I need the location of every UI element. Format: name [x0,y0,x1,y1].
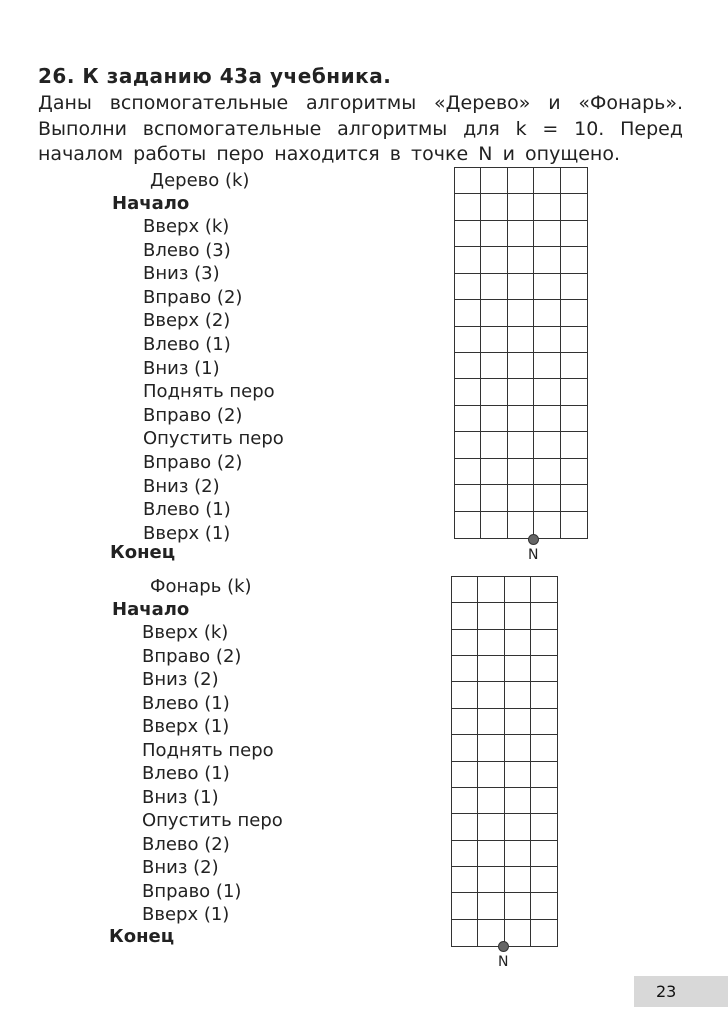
lantern-grid-cell[interactable] [452,762,478,788]
lantern-grid-cell[interactable] [478,762,504,788]
lantern-start-point-label: N [498,954,509,970]
lantern-command: Вниз (2) [142,669,219,690]
tree-grid-cell[interactable] [481,512,507,538]
tree-grid-cell[interactable] [534,485,560,511]
lantern-command: Влево (2) [142,833,230,855]
lantern-command: Поднять перо [142,739,274,761]
lantern-command: Вправо (2) [142,645,242,667]
lantern-grid-cell[interactable] [531,709,557,735]
lantern-grid-cell[interactable] [531,603,557,629]
tree-command: Влево (1) [143,499,231,521]
tree-grid-cell[interactable] [455,168,481,194]
tree-command: Опустить перо [143,428,284,450]
tree-grid-cell[interactable] [561,247,587,273]
lantern-grid-cell[interactable] [531,656,557,682]
lantern-grid-cell[interactable] [505,656,531,682]
tree-grid-cell[interactable] [455,406,481,432]
lantern-grid-cell[interactable] [452,656,478,682]
tree-grid-cell[interactable] [455,247,481,273]
tree-grid-cell[interactable] [508,327,534,353]
tree-grid-cell[interactable] [508,194,534,220]
tree-grid-cell[interactable] [508,459,534,485]
lantern-grid-cell[interactable] [452,788,478,814]
intro-line-1: Даны вспомогательные алгоритмы «Дерево» и «Фонарь». [38,92,683,114]
lantern-grid-cell[interactable] [531,841,557,867]
lantern-begin-keyword: Начало [112,599,190,620]
lantern-grid-cell[interactable] [478,709,504,735]
tree-grid-cell[interactable] [534,512,560,538]
tree-grid-cell[interactable] [508,274,534,300]
tree-grid-cell[interactable] [455,274,481,300]
tree-drawing-grid[interactable] [454,167,588,539]
lantern-grid-cell[interactable] [478,893,504,919]
tree-grid-cell[interactable] [561,168,587,194]
lantern-grid-cell[interactable] [531,682,557,708]
lantern-command: Влево (1) [142,692,230,714]
tree-command: Вниз (1) [143,357,220,379]
tree-grid-cell[interactable] [455,221,481,247]
tree-grid-cell[interactable] [534,300,560,326]
tree-grid-cell[interactable] [508,168,534,194]
tree-grid-cell[interactable] [508,300,534,326]
tree-command: Вправо (2) [143,286,243,308]
lantern-grid-cell[interactable] [452,577,478,603]
lantern-grid-cell[interactable] [531,893,557,919]
tree-grid-cell[interactable] [455,327,481,353]
tree-grid-cell[interactable] [481,300,507,326]
lantern-grid-cell[interactable] [478,841,504,867]
tree-command: Вниз (2) [143,475,220,497]
lantern-grid-cell[interactable] [452,603,478,629]
lantern-command: Вверх (k) [142,622,229,643]
tree-start-point [528,534,539,545]
tree-grid-cell[interactable] [481,432,507,458]
tree-grid-cell[interactable] [481,221,507,247]
lantern-grid-cell[interactable] [452,867,478,893]
lantern-grid-cell[interactable] [478,814,504,840]
lantern-grid-cell[interactable] [478,867,504,893]
tree-grid-cell[interactable] [534,274,560,300]
tree-grid-cell[interactable] [534,406,560,432]
lantern-command: Опустить перо [142,810,283,831]
tree-grid-cell[interactable] [534,379,560,405]
lantern-start-point [498,941,509,952]
lantern-grid-cell[interactable] [531,577,557,603]
tree-grid-cell[interactable] [534,221,560,247]
lantern-grid-cell[interactable] [478,603,504,629]
lantern-grid-cell[interactable] [505,920,531,946]
tree-grid-cell[interactable] [534,459,560,485]
tree-command: Вправо (2) [143,452,243,473]
tree-grid-cell[interactable] [508,406,534,432]
tree-grid-cell[interactable] [534,327,560,353]
lantern-grid-cell[interactable] [452,920,478,946]
lantern-grid-cell[interactable] [505,735,531,761]
lantern-grid-cell[interactable] [505,814,531,840]
tree-grid-cell[interactable] [561,327,587,353]
page-number-badge [634,976,728,1007]
tree-grid-cell[interactable] [561,406,587,432]
lantern-grid-cell[interactable] [452,841,478,867]
lantern-grid-cell[interactable] [531,788,557,814]
tree-command: Влево (1) [143,334,231,355]
lantern-grid-cell[interactable] [505,841,531,867]
tree-grid-cell[interactable] [455,300,481,326]
lantern-grid-cell[interactable] [531,630,557,656]
lantern-grid-cell[interactable] [505,709,531,735]
lantern-grid-cell[interactable] [531,762,557,788]
lantern-grid-cell[interactable] [531,867,557,893]
tree-grid-cell[interactable] [455,353,481,379]
lantern-grid-cell[interactable] [452,630,478,656]
lantern-command: Вниз (1) [142,786,219,808]
tree-grid-cell[interactable] [534,432,560,458]
lantern-drawing-grid[interactable] [451,576,558,947]
lantern-grid-cell[interactable] [478,682,504,708]
tree-grid-cell[interactable] [481,406,507,432]
tree-grid-cell[interactable] [508,221,534,247]
tree-grid-cell[interactable] [455,379,481,405]
task-title: 26. К заданию 43а учебника. [38,64,392,88]
lantern-grid-cell[interactable] [478,788,504,814]
tree-grid-cell[interactable] [455,485,481,511]
lantern-grid-cell[interactable] [505,893,531,919]
lantern-grid-cell[interactable] [505,577,531,603]
tree-grid-cell[interactable] [508,485,534,511]
lantern-grid-cell[interactable] [505,762,531,788]
tree-grid-cell[interactable] [534,168,560,194]
tree-grid-cell[interactable] [508,379,534,405]
tree-grid-cell[interactable] [534,194,560,220]
lantern-grid-cell[interactable] [531,735,557,761]
intro-line-3: началом работы перо находится в точке N и опущено. [38,143,620,165]
tree-grid-cell[interactable] [481,327,507,353]
tree-grid-cell[interactable] [481,168,507,194]
tree-grid-cell[interactable] [481,485,507,511]
tree-grid-cell[interactable] [561,459,587,485]
lantern-grid-cell[interactable] [531,814,557,840]
tree-command: Вправо (2) [143,404,243,426]
tree-grid-cell[interactable] [561,353,587,379]
tree-grid-cell[interactable] [561,274,587,300]
lantern-grid-cell[interactable] [452,735,478,761]
tree-command: Вниз (3) [143,263,220,285]
tree-grid-cell[interactable] [481,274,507,300]
tree-grid-cell[interactable] [534,353,560,379]
tree-grid-cell[interactable] [455,194,481,220]
lantern-command: Влево (1) [142,763,230,784]
tree-grid-cell[interactable] [481,247,507,273]
page-number: 23 [656,982,677,1001]
lantern-grid-cell[interactable] [505,603,531,629]
lantern-grid-cell[interactable] [478,630,504,656]
lantern-grid-cell[interactable] [478,656,504,682]
intro-line-2: Выполни вспомогательные алгоритмы для k = 10. Перед [38,118,683,140]
lantern-grid-cell[interactable] [452,893,478,919]
lantern-command: Вниз (2) [142,857,219,878]
tree-grid-cell[interactable] [481,353,507,379]
lantern-grid-cell[interactable] [531,920,557,946]
lantern-grid-cell[interactable] [478,577,504,603]
tree-command: Влево (3) [143,239,231,261]
tree-command: Вверх (1) [143,522,231,544]
tree-end-keyword: Конец [110,542,176,563]
lantern-grid-cell[interactable] [452,709,478,735]
tree-start-point-label: N [528,547,539,563]
lantern-command: Вверх (1) [142,904,230,925]
tree-command: Вверх (2) [143,310,231,332]
tree-grid-cell[interactable] [561,485,587,511]
tree-grid-cell[interactable] [455,432,481,458]
lantern-end-keyword: Конец [109,926,175,947]
tree-grid-cell[interactable] [561,379,587,405]
lantern-grid-cell[interactable] [478,735,504,761]
tree-grid-cell[interactable] [561,194,587,220]
tree-grid-cell[interactable] [561,432,587,458]
lantern-grid-cell[interactable] [452,814,478,840]
lantern-command: Вверх (1) [142,716,230,737]
tree-command: Поднять перо [143,381,275,403]
lantern-algorithm-name: Фонарь (k) [150,576,252,597]
tree-grid-cell[interactable] [508,247,534,273]
tree-grid-cell[interactable] [481,194,507,220]
tree-grid-cell[interactable] [481,379,507,405]
tree-grid-cell[interactable] [534,247,560,273]
lantern-command: Вправо (1) [142,880,242,902]
tree-algorithm-name: Дерево (k) [150,170,250,191]
lantern-grid-cell[interactable] [505,682,531,708]
tree-grid-cell[interactable] [561,300,587,326]
tree-grid-cell[interactable] [508,353,534,379]
tree-grid-cell[interactable] [481,459,507,485]
tree-grid-cell[interactable] [455,512,481,538]
lantern-grid-cell[interactable] [505,867,531,893]
lantern-grid-cell[interactable] [505,630,531,656]
tree-grid-cell[interactable] [455,459,481,485]
lantern-grid-cell[interactable] [505,788,531,814]
lantern-grid-cell[interactable] [452,682,478,708]
tree-grid-cell[interactable] [561,512,587,538]
tree-begin-keyword: Начало [112,193,190,214]
tree-grid-cell[interactable] [508,432,534,458]
tree-grid-cell[interactable] [561,221,587,247]
tree-command: Вверх (k) [143,216,230,237]
